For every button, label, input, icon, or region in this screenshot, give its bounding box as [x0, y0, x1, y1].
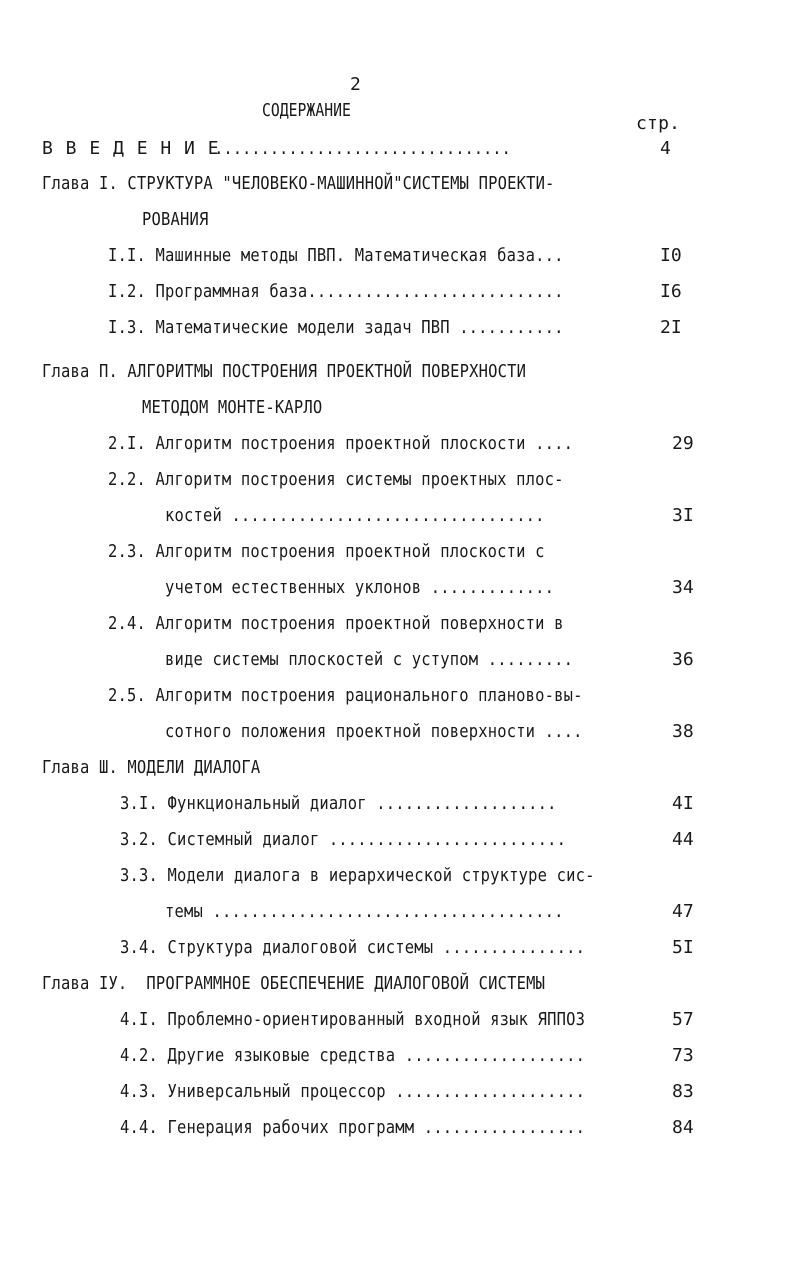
- section-page-number: 44: [672, 829, 694, 850]
- section-page-number: 2I: [660, 317, 682, 338]
- section-entry: 3.4. Структура диалоговой системы ...............: [120, 937, 586, 958]
- chapter-heading: Глава П. АЛГОРИТМЫ ПОСТРОЕНИЯ ПРОЕКТНОЙ ПОВЕРХНОСТИ: [42, 361, 527, 382]
- page-number: 2: [350, 74, 362, 95]
- section-entry: 2.I. Алгоритм построения проектной плоскости ....: [108, 433, 574, 454]
- section-entry: 3.2. Системный диалог .........................: [120, 829, 567, 850]
- section-page-number: 73: [672, 1045, 694, 1066]
- page-column-label: стр.: [636, 113, 681, 134]
- section-entry: I.3. Математические модели задач ПВП ...........: [108, 317, 564, 338]
- section-entry: 2.4. Алгоритм построения проектной поверхности в: [108, 613, 564, 634]
- section-page-number: 36: [672, 649, 694, 670]
- chapter-heading: РОВАНИЯ: [142, 209, 209, 230]
- section-entry: темы .....................................: [165, 901, 564, 922]
- section-entry: 2.3. Алгоритм построения проектной плоскости с: [108, 541, 545, 562]
- section-page-number: 38: [672, 721, 694, 742]
- chapter-heading: МЕТОДОМ МОНТЕ-КАРЛО: [142, 397, 323, 418]
- section-page-number: 29: [672, 433, 694, 454]
- section-page-number: 47: [672, 901, 694, 922]
- section-entry: I.2. Программная база...........................: [108, 281, 564, 302]
- section-page-number: I0: [660, 245, 682, 266]
- chapter-heading: Глава Ш. МОДЕЛИ ДИАЛОГА: [42, 757, 261, 778]
- section-entry: 4.I. Проблемно-ориентированный входной язык ЯППОЗ: [120, 1009, 586, 1030]
- section-page-number: 84: [672, 1117, 694, 1138]
- section-entry: 2.5. Алгоритм построения рационального планово-вы-: [108, 685, 583, 706]
- intro-label: В В Е Д Е Н И Е: [42, 138, 220, 159]
- section-entry: 3.3. Модели диалога в иерархической структуре сис-: [120, 865, 595, 886]
- section-entry: I.I. Машинные методы ПВП. Математическая база...: [108, 245, 564, 266]
- intro-page: 4: [660, 138, 671, 159]
- section-page-number: 83: [672, 1081, 694, 1102]
- section-entry: виде системы плоскостей с уступом .........: [165, 649, 574, 670]
- section-page-number: 57: [672, 1009, 694, 1030]
- section-page-number: I6: [660, 281, 682, 302]
- section-page-number: 5I: [672, 937, 694, 958]
- chapter-heading: Глава IУ. ПРОГРАММНОЕ ОБЕСПЕЧЕНИЕ ДИАЛОГОВОЙ СИСТЕМЫ: [42, 973, 546, 994]
- section-entry: учетом естественных уклонов .............: [165, 577, 555, 598]
- section-entry: 4.4. Генерация рабочих программ .................: [120, 1117, 586, 1138]
- section-page-number: 34: [672, 577, 694, 598]
- section-entry: 4.2. Другие языковые средства ...................: [120, 1045, 586, 1066]
- section-entry: 3.I. Функциональный диалог ...................: [120, 793, 557, 814]
- section-entry: 4.3. Универсальный процессор ....................: [120, 1081, 586, 1102]
- intro-dots: ................................: [205, 138, 511, 159]
- section-entry: 2.2. Алгоритм построения системы проектных плос-: [108, 469, 564, 490]
- section-entry: костей .................................: [165, 505, 545, 526]
- page-title: СОДЕРЖАНИЕ: [262, 100, 351, 121]
- chapter-heading: Глава I. СТРУКТУРА "ЧЕЛОВЕКО-МАШИННОЙ"СИСТЕМЫ ПРОЕКТИ-: [42, 173, 555, 194]
- section-entry: сотного положения проектной поверхности ....: [165, 721, 583, 742]
- section-page-number: 4I: [672, 793, 694, 814]
- section-page-number: 3I: [672, 505, 694, 526]
